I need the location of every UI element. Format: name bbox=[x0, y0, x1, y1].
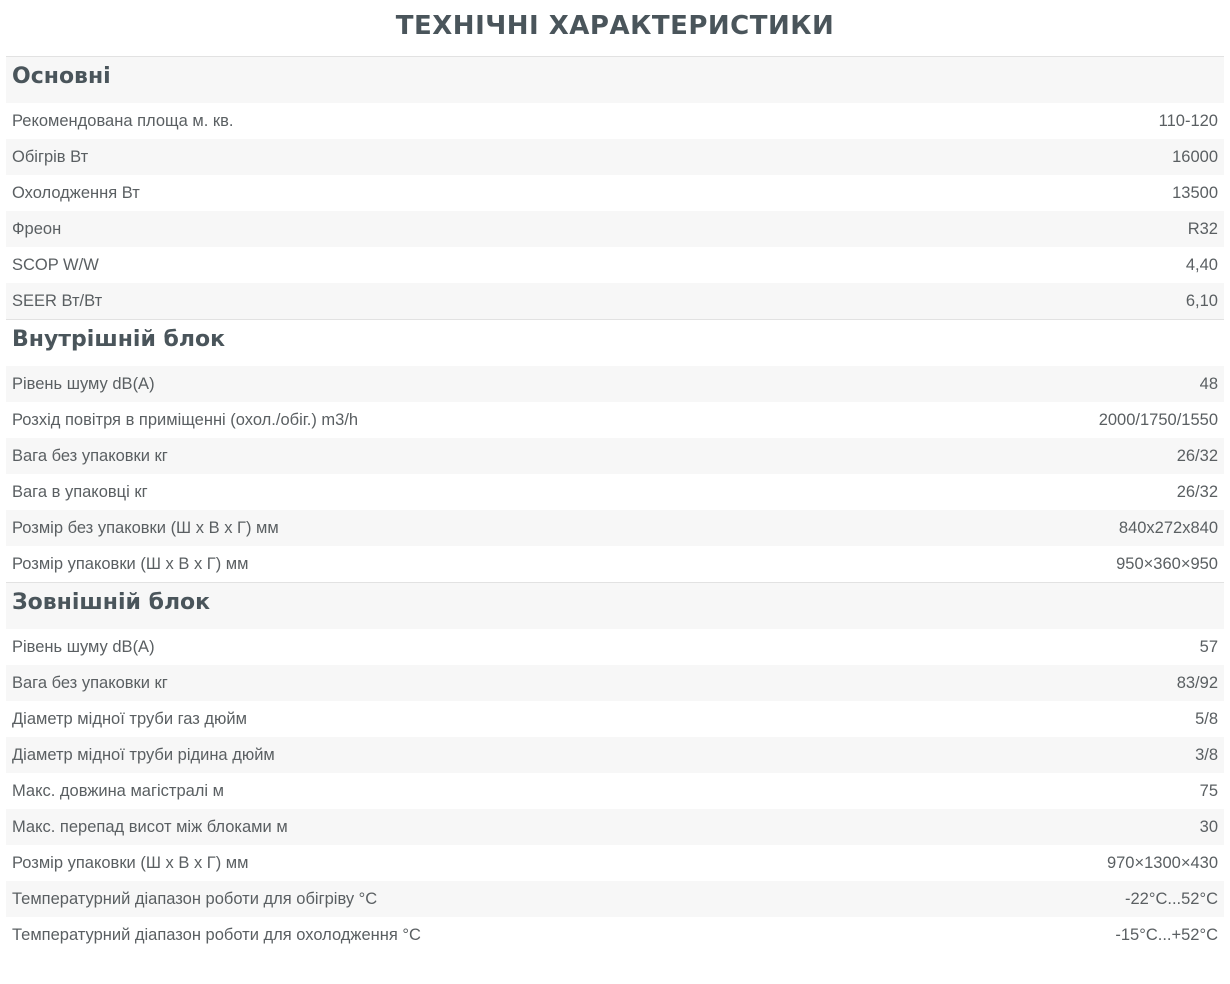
spec-label: Діаметр мідної труби рідина дюйм bbox=[12, 745, 275, 764]
spec-row bbox=[6, 438, 1224, 474]
spec-row bbox=[6, 665, 1224, 701]
spec-row bbox=[6, 881, 1224, 917]
spec-value: 75 bbox=[1199, 781, 1218, 800]
spec-row bbox=[6, 283, 1224, 319]
spec-value: 3/8 bbox=[1195, 745, 1218, 764]
spec-label: SEER Вт/Вт bbox=[12, 291, 103, 310]
spec-label: Температурний діапазон роботи для обігріву °C bbox=[12, 889, 378, 908]
spec-value: -22°C...52°C bbox=[1125, 889, 1218, 908]
spec-label: SCOP W/W bbox=[12, 255, 99, 274]
spec-value: 110-120 bbox=[1158, 111, 1218, 130]
spec-row bbox=[6, 510, 1224, 546]
spec-value: 57 bbox=[1199, 637, 1218, 656]
spec-value: 26/32 bbox=[1176, 482, 1218, 501]
spec-value: -15°C...+52°C bbox=[1115, 925, 1218, 944]
section-main bbox=[6, 103, 1224, 319]
spec-value: 48 bbox=[1199, 374, 1218, 393]
spec-label: Рекомендована площа м. кв. bbox=[12, 111, 234, 130]
section-heading-indoor-unit: Внутрішній блок bbox=[6, 319, 1224, 366]
spec-value: 4,40 bbox=[1185, 255, 1218, 274]
spec-value: 950×360×950 bbox=[1116, 554, 1218, 573]
spec-row bbox=[6, 402, 1224, 438]
spec-value: 83/92 bbox=[1176, 673, 1218, 692]
spec-row bbox=[6, 247, 1224, 283]
spec-label: Вага в упаковці кг bbox=[12, 482, 148, 501]
spec-value: 16000 bbox=[1172, 147, 1218, 166]
spec-label: Температурний діапазон роботи для охолодження °C bbox=[12, 925, 421, 944]
spec-label: Діаметр мідної труби газ дюйм bbox=[12, 709, 247, 728]
spec-label: Фреон bbox=[12, 219, 62, 238]
section-outdoor-unit bbox=[6, 629, 1224, 953]
spec-value: 840x272x840 bbox=[1118, 518, 1218, 537]
spec-label: Макс. довжина магістралі м bbox=[12, 781, 225, 800]
spec-value: 970×1300×430 bbox=[1106, 853, 1218, 872]
spec-row bbox=[6, 139, 1224, 175]
spec-row bbox=[6, 546, 1224, 582]
spec-label: Вага без упаковки кг bbox=[12, 446, 168, 465]
spec-label: Розхід повітря в приміщенні (охол./обіг.) m3/h bbox=[12, 410, 359, 429]
spec-row bbox=[6, 917, 1224, 953]
page-title: ТЕХНІЧНІ ХАРАКТЕРИСТИКИ bbox=[6, 0, 1224, 57]
section-heading-main: Основні bbox=[6, 57, 1224, 103]
spec-row bbox=[6, 737, 1224, 773]
spec-label: Рівень шуму dB(A) bbox=[12, 637, 155, 656]
section-heading-outdoor-unit: Зовнішній блок bbox=[6, 582, 1224, 629]
spec-row bbox=[6, 809, 1224, 845]
spec-label: Рівень шуму dB(A) bbox=[12, 374, 155, 393]
spec-value: 30 bbox=[1199, 817, 1218, 836]
spec-row bbox=[6, 211, 1224, 247]
spec-label: Обігрів Вт bbox=[12, 147, 89, 166]
spec-value: R32 bbox=[1187, 219, 1218, 238]
spec-row bbox=[6, 629, 1224, 665]
spec-label: Розмір упаковки (Ш х В х Г) мм bbox=[12, 554, 249, 573]
spec-label: Макс. перепад висот між блоками м bbox=[12, 817, 288, 836]
spec-row bbox=[6, 701, 1224, 737]
spec-row bbox=[6, 366, 1224, 402]
spec-row bbox=[6, 845, 1224, 881]
spec-row bbox=[6, 175, 1224, 211]
spec-label: Розмір упаковки (Ш х В х Г) мм bbox=[12, 853, 249, 872]
spec-value: 13500 bbox=[1172, 183, 1218, 202]
spec-row bbox=[6, 474, 1224, 510]
spec-label: Вага без упаковки кг bbox=[12, 673, 168, 692]
section-indoor-unit bbox=[6, 366, 1224, 582]
spec-row bbox=[6, 103, 1224, 139]
spec-value: 5/8 bbox=[1195, 709, 1218, 728]
spec-label: Охолодження Вт bbox=[12, 183, 140, 202]
spec-value: 26/32 bbox=[1176, 446, 1218, 465]
spec-row bbox=[6, 773, 1224, 809]
spec-label: Розмір без упаковки (Ш х В х Г) мм bbox=[12, 518, 279, 537]
spec-value: 6,10 bbox=[1185, 291, 1218, 310]
spec-value: 2000/1750/1550 bbox=[1098, 410, 1218, 429]
